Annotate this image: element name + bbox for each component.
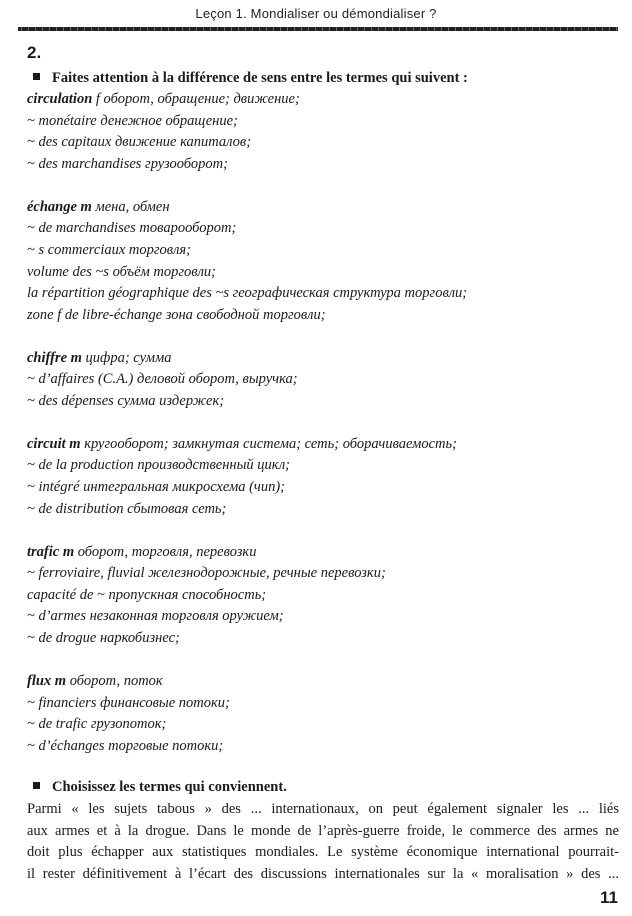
header-rule bbox=[18, 27, 618, 31]
instruction-text: Faites attention à la différence de sens entre les termes qui suivent : bbox=[52, 70, 468, 86]
instruction-2-text: Choisissez les termes qui conviennent. bbox=[52, 779, 287, 796]
vocab-subentry: ~ de marchandises товарооборот; bbox=[27, 220, 237, 237]
vocab-subentry: ~ s commerciaux торговля; bbox=[27, 241, 191, 258]
page-content bbox=[27, 42, 619, 885]
vocab-subentry: ~ des capitaux движение капиталов; bbox=[27, 134, 252, 151]
paragraph-line: aux armes et à la drogue. Dans le monde de l’après-guerre froide, le commerce des armes ne bbox=[27, 822, 619, 839]
vocab-subentry: ~ financiers финансовые потоки; bbox=[27, 694, 230, 711]
bullet-square-icon bbox=[33, 73, 40, 80]
vocab-term: trafic m bbox=[27, 543, 75, 560]
paragraph-line: il rester définitivement à l’écart des discussions internationales sur la « moralisation » des ... bbox=[27, 865, 619, 882]
vocab-term: flux m bbox=[27, 673, 67, 690]
vocab-gender: f bbox=[92, 91, 100, 107]
vocab-term: chiffre m bbox=[27, 349, 82, 366]
vocab-entry bbox=[27, 650, 619, 758]
vocab-headword-line bbox=[27, 197, 619, 219]
instruction-2 bbox=[27, 777, 619, 798]
vocab-translation: оборот, поток bbox=[66, 673, 163, 690]
vocab-subentry: ~ monétaire денежное обращение; bbox=[27, 112, 238, 129]
vocab-entry bbox=[27, 89, 619, 175]
vocab-subentry: ~ intégré интегральная микросхема (чип); bbox=[27, 479, 285, 496]
paragraph-line: Parmi « les sujets tabous » des ... internationaux, on peut également signaler les ... liés bbox=[27, 801, 619, 818]
running-header: Leçon 1. Mondialiser ou démondialiser ? bbox=[195, 6, 437, 21]
vocab-subentry: ~ de trafic грузопоток; bbox=[27, 716, 167, 733]
paragraph-line: doit plus échapper aux statistiques mondiales. Le système économique international pourrait- bbox=[27, 844, 619, 861]
vocab-subentry: ~ d’affaires (C.A.) деловой оборот, выручка; bbox=[27, 371, 298, 388]
vocab-subentry: capacité de ~ пропускная способность; bbox=[27, 586, 267, 603]
instruction bbox=[27, 68, 619, 89]
vocab-translation: оборот, торговля, перевозки bbox=[74, 543, 257, 560]
vocab-translation: цифра; сумма bbox=[81, 349, 172, 366]
vocab-translation: мена, обмен bbox=[91, 198, 170, 215]
vocab-headword-line bbox=[27, 542, 619, 564]
page-number: 11 bbox=[600, 888, 618, 907]
exercise-paragraph bbox=[27, 799, 619, 885]
vocab-subentry: zone f de libre-échange зона свободной торговли; bbox=[27, 306, 326, 323]
vocab-entry bbox=[27, 326, 619, 412]
vocab-subentry: ~ des marchandises грузооборот; bbox=[27, 155, 228, 172]
vocab-translation: оборот, обращение; движение; bbox=[99, 91, 300, 107]
vocab-subentry: ~ des dépenses сумма издержек; bbox=[27, 392, 225, 409]
vocab-term: circulation bbox=[27, 91, 93, 107]
vocabulary-list bbox=[27, 89, 619, 757]
bullet-square-icon bbox=[33, 782, 40, 789]
vocab-term: circuit m bbox=[27, 435, 81, 452]
vocab-subentry: ~ de la production производственный цикл; bbox=[27, 457, 291, 474]
vocab-headword-line bbox=[27, 671, 619, 693]
vocab-entry bbox=[27, 520, 619, 649]
vocab-entry bbox=[27, 175, 619, 326]
vocab-headword-line bbox=[27, 434, 619, 456]
vocab-translation: кругооборот; замкнутая система; сеть; оборачиваемость; bbox=[80, 435, 457, 452]
vocab-subentry: ~ de drogue наркобизнес; bbox=[27, 630, 180, 647]
vocab-subentry: ~ ferroviaire, fluvial железнодорожные, речные перевозки; bbox=[27, 565, 386, 582]
vocab-subentry: volume des ~s объём торговли; bbox=[27, 263, 216, 280]
vocab-headword-line bbox=[27, 89, 619, 111]
vocab-term: échange m bbox=[27, 198, 92, 215]
vocab-subentry: ~ d’échanges торговые потоки; bbox=[27, 737, 224, 754]
vocab-subentry: ~ de distribution сбытовая сеть; bbox=[27, 500, 227, 517]
vocab-headword-line bbox=[27, 348, 619, 370]
vocab-subentry: ~ d’armes незаконная торговля оружием; bbox=[27, 608, 284, 625]
exercise-number: 2. bbox=[27, 43, 42, 62]
vocab-subentry: la répartition géographique des ~s географическая структура торговли; bbox=[27, 285, 468, 302]
vocab-entry bbox=[27, 413, 619, 521]
